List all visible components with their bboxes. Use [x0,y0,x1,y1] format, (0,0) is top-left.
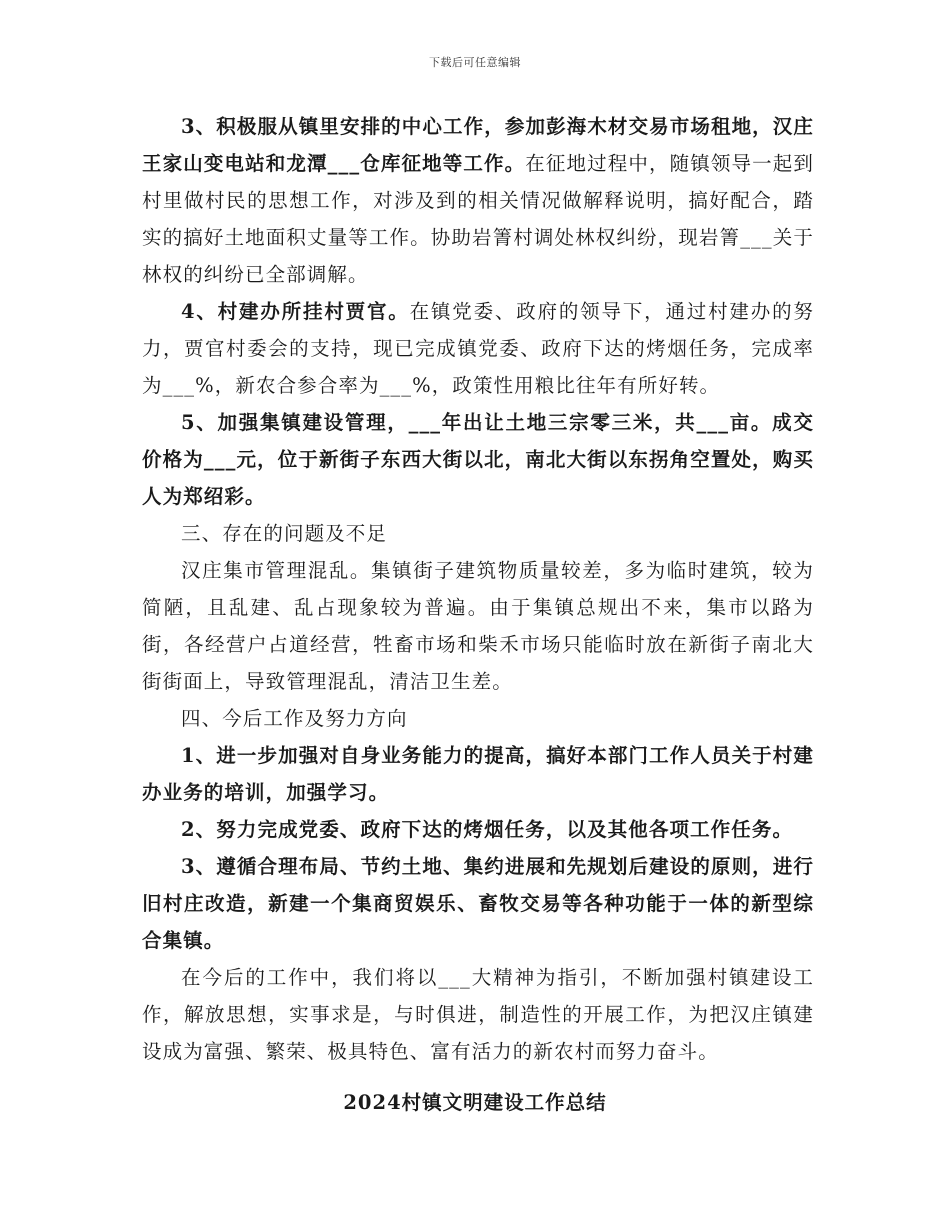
closing-paragraph: 在今后的工作中，我们将以___大精神为指引，不断加强村镇建设工作，解放思想，实事求是，与时俱进，制造性的开展工作，为把汉庄镇建设成为富强、繁荣、极具特色、富有活力的新农村而努力奋斗。 [142,966,814,1063]
paragraph-text: 在征地过程中，随镇领导一起到村里做村民的思想工作，对涉及到的相关情况做解释说明，搞好配合，踏实的搞好土地面积丈量等工作。协助岩箐村调处林权纠纷，现岩箐___关于林权的纠纷已全部调解。 [142,152,814,286]
document-body [142,108,814,1070]
section-body-problems: 汉庄集市管理混乱。集镇街子建筑物质量较差，多为临时建筑，较为简陋，且乱建、乱占现象较为普遍。由于集镇总规出不来，集市以路为街，各经营户占道经营，牲畜市场和柴禾市场只能临时放在新街子南北大街街面上，导致管理混乱，清洁卫生差。 [142,559,814,693]
future-item-1: 1、进一步加强对自身业务能力的提高，搞好本部门工作人员关于村建办业务的培训，加强学习。 [142,744,814,804]
next-document-title: 2024村镇文明建设工作总结 [343,1091,607,1114]
section-heading-problems: 三、存在的问题及不足 [181,522,388,545]
paragraph-item-4 [142,293,814,404]
header-note: 下载后可任意编辑 [429,56,521,69]
paragraph-lead: 5、加强集镇建设管理，___年出让土地三宗零三米，共___亩。成交价格为___元，位于新街子东西大街以北，南北大街以东拐角空置处，购买人为郑绍彩。 [142,411,814,508]
paragraph-text: 在镇党委、政府的领导下，通过村建办的努力，贾官村委会的支持，现已完成镇党委、政府下达的烤烟任务，完成率为___%，新农合参合率为___%，政策性用粮比往年有所好转。 [142,300,814,397]
future-item-2: 2、努力完成党委、政府下达的烤烟任务，以及其他各项工作任务。 [181,818,794,841]
section-heading-future: 四、今后工作及努力方向 [181,707,408,730]
future-item-3: 3、遵循合理布局、节约土地、集约进展和先规划后建设的原则，进行旧村庄改造，新建一个集商贸娱乐、畜牧交易等各种功能于一体的新型综合集镇。 [142,855,814,952]
paragraph-item-3 [142,108,814,293]
paragraph-lead: 3、积极服从镇里安排的中心工作，参加彭海木材交易市场租地，汉庄王家山变电站和龙潭___仓库征地等工作。 [142,115,814,175]
paragraph-item-5 [142,404,814,515]
paragraph-lead: 4、村建办所挂村贾官。 [181,300,410,323]
